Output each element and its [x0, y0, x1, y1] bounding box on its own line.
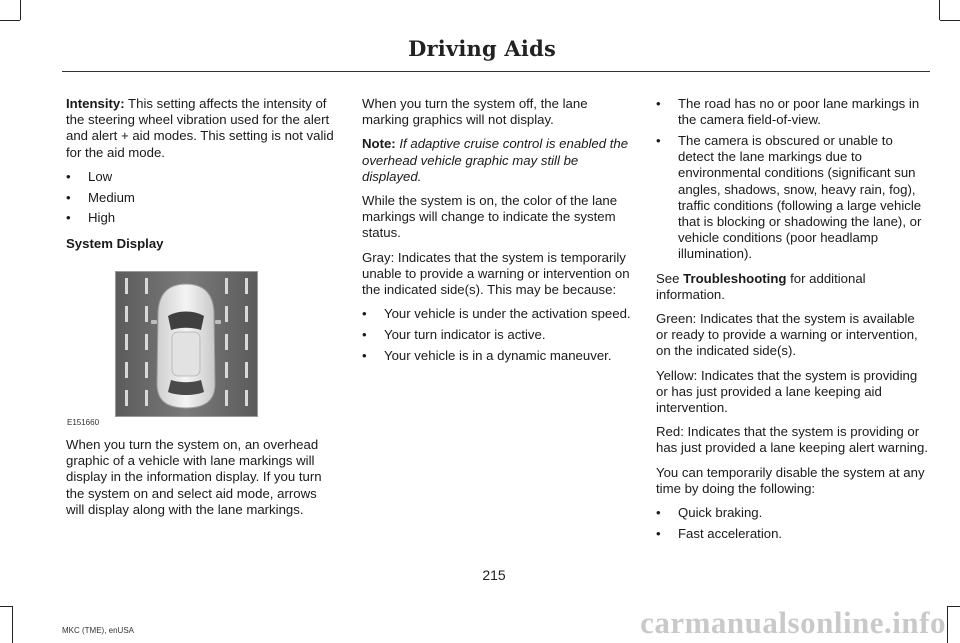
page-title: Driving Aids: [408, 36, 556, 61]
crop-mark: [0, 606, 12, 607]
overhead-vehicle-figure: [115, 271, 258, 417]
list-item: • Fast acceleration.: [656, 526, 928, 542]
intensity-levels-list: [66, 169, 338, 227]
intensity-label: Intensity:: [66, 96, 125, 111]
disable-paragraph: You can temporarily disable the system at any time by doing the following:: [656, 464, 925, 496]
note-label: Note:: [362, 136, 396, 152]
list-item: • Low: [66, 169, 338, 185]
system-display-heading: System Display: [66, 236, 164, 252]
crop-mark: [20, 0, 21, 20]
watermark: carmanualsonline.info: [640, 605, 946, 640]
footer-model: MKC (TME), enUSA: [62, 626, 135, 635]
list-item: • Medium: [66, 190, 338, 206]
crop-mark: [939, 0, 940, 20]
header-divider: [62, 71, 930, 72]
list-item: • Quick braking.: [656, 505, 928, 521]
figure-code: E151660: [67, 418, 100, 427]
list-item: • The road has no or poor lane markings in the camera field-of-view.: [656, 96, 928, 128]
crop-mark: [940, 20, 960, 21]
see-suffix: for additional information.: [656, 270, 866, 302]
column-3: [656, 96, 928, 550]
list-item: • Your vehicle is under the activation speed.: [362, 306, 632, 322]
see-troubleshooting-paragraph: [656, 271, 928, 303]
red-paragraph: Red: Indicates that the system is providing or has just provided a lane keeping alert warning.: [656, 424, 928, 456]
note-paragraph: [362, 136, 632, 185]
green-paragraph: Green: Indicates that the system is available or ready to provide a warning or intervention, on the indicated side(s).: [656, 310, 918, 359]
list-item: • Your turn indicator is active.: [362, 327, 632, 343]
crop-mark: [947, 606, 948, 643]
see-prefix: See: [656, 270, 684, 286]
color-paragraph: While the system is on, the color of the lane markings will change to indicate the system status.: [362, 193, 618, 241]
yellow-paragraph: Yellow: Indicates that the system is providing or has just provided a lane keeping aid intervention.: [656, 367, 918, 415]
column-1-lower: [66, 437, 338, 526]
column-1: [66, 96, 338, 261]
column-2: [362, 96, 632, 372]
crop-mark: [0, 20, 20, 21]
crop-mark: [12, 606, 13, 643]
gray-reasons-list: [362, 306, 632, 364]
list-item: • High: [66, 210, 338, 226]
system-off-paragraph: When you turn the system off, the lane marking graphics will not display.: [362, 96, 588, 128]
note-text: If adaptive cruise control is enabled the overhead vehicle graphic may still be displayed.: [362, 136, 629, 184]
disable-methods-list: [656, 505, 928, 542]
page-number: 215: [482, 567, 506, 583]
vehicle-lane-graphic: [116, 272, 257, 416]
intensity-paragraph: [66, 96, 338, 161]
crop-mark: [948, 606, 960, 607]
camera-reasons-list: [656, 96, 928, 263]
gray-paragraph: Gray: Indicates that the system is temporarily unable to provide a warning or intervention on the indicated side(s). This may be because:: [362, 249, 630, 298]
intensity-text: This setting affects the intensity of the steering wheel vibration used for the alert and alert + aid modes. This setting is not valid for the aid mode.: [66, 96, 334, 160]
list-item: • The camera is obscured or unable to detect the lane markings due to environmental conditions (significant sun angles, shadows, snow, heavy rain, fog), traffic conditions (following a large vehicle that is blocking or shadowing the lane), or vehicle conditions (poor headlamp illumination).: [656, 133, 928, 263]
troubleshooting-link[interactable]: Troubleshooting: [683, 270, 787, 286]
list-item: • Your vehicle is in a dynamic maneuver.: [362, 348, 632, 364]
system-on-paragraph: When you turn the system on, an overhead graphic of a vehicle with lane markings will display in the information display. If you turn the system on and select aid mode, arrows will display along with the lane markings.: [66, 437, 322, 517]
